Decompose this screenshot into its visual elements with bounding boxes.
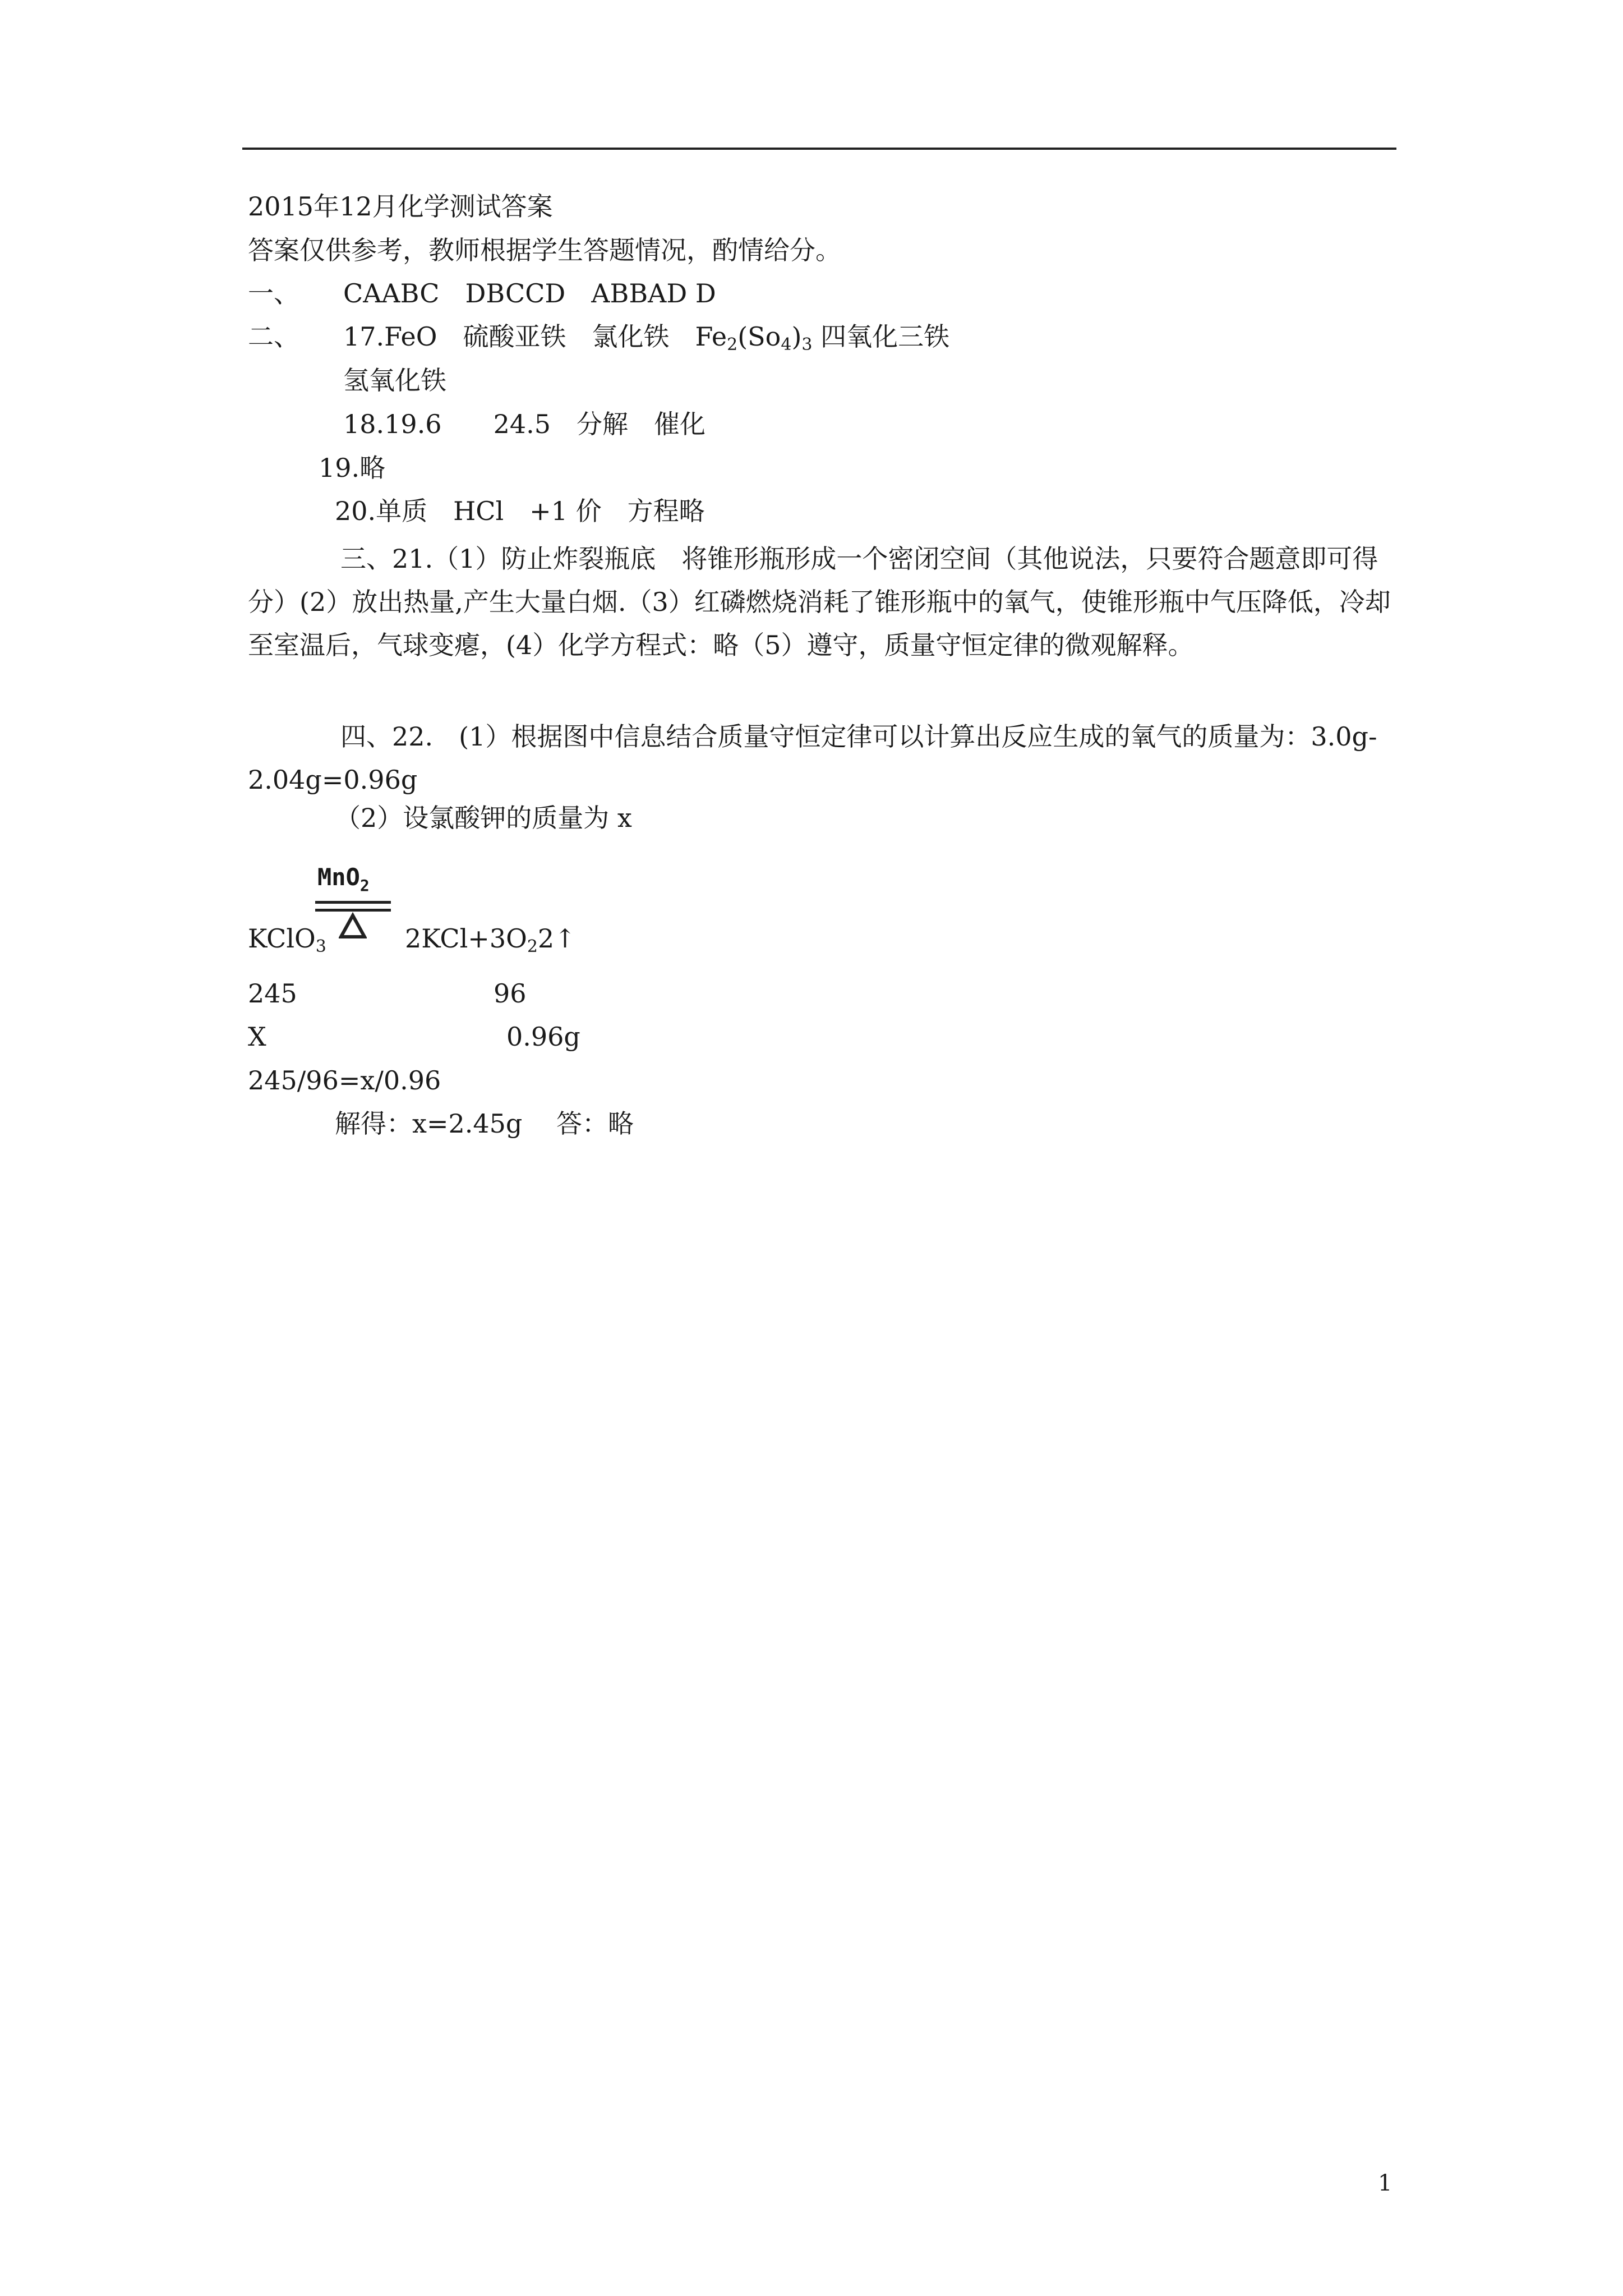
eq-left-main: KClO [248, 923, 316, 954]
catalyst-condition [315, 864, 391, 945]
equation-right [405, 923, 576, 954]
doc-note: 答案仅供参考，教师根据学生答题情况，酌情给分。 [248, 235, 841, 265]
eq-right-post: 2↑ [537, 923, 576, 954]
ratio-row2-b: 0.96g [506, 1022, 580, 1052]
heat-triangle-icon [339, 912, 367, 940]
catalyst-sub: 2 [359, 876, 370, 895]
catalyst-main: MnO [317, 863, 360, 891]
section1-label: 一、 [248, 278, 299, 309]
doc-title: 2015年12月化学测试答案 [248, 191, 553, 222]
section1-answers: CAABC DBCCD ABBAD D [343, 278, 716, 309]
q19-answer: 19.略 [319, 453, 386, 483]
section4-paragraph: 四、22. (1）根据图中信息结合质量守恒定律可以计算出反应生成的氧气的质量为：3.0g-2.04g=0.96g [248, 721, 1377, 795]
q17-close: ) [791, 321, 802, 352]
q17-line2: 氢氧化铁 [343, 365, 446, 395]
q17-mid: (So [737, 321, 781, 352]
ratio-row1-b: 96 [494, 978, 527, 1009]
ratio-row2-a: X [248, 1022, 266, 1052]
q20-answer: 20.单质 HCl +1 价 方程略 [335, 496, 705, 526]
q17-post: 四氧化三铁 [812, 321, 950, 352]
q18-answer: 18.19.6 24.5 分解 催化 [343, 409, 706, 439]
section3-paragraph: 三、21.（1）防止炸裂瓶底 将锥形瓶形成一个密闭空间（其他说法，只要符合题意即可得分）(2）放出热量,产生大量白烟.（3）红磷燃烧消耗了锥形瓶中的氧气，使锥形瓶中气压降低，冷却至室温后，气球变瘪，(4）化学方程式：略（5）遵守，质量守恒定律的微观解释。 [248, 544, 1391, 660]
equals-bar-bottom [315, 909, 391, 912]
q17-sub3: 3 [801, 335, 813, 355]
q17-pre: 17.FeO 硫酸亚铁 氯化铁 Fe [343, 321, 727, 352]
q17-sub2: 4 [781, 335, 792, 355]
q22-let: （2）设氯酸钾的质量为 x [335, 803, 632, 833]
equals-bar-top [315, 901, 391, 904]
ratio-equation: 245/96=x/0.96 [248, 1065, 441, 1096]
q17-sub1: 2 [727, 335, 738, 355]
section2-label: 二、 [248, 321, 299, 352]
equation-left [248, 923, 326, 954]
solution-line: 解得：x=2.45g 答：略 [335, 1108, 634, 1139]
header-rule [242, 148, 1396, 150]
catalyst-formula [317, 863, 370, 895]
eq-left-sub: 3 [315, 937, 326, 956]
page-number: 1 [1378, 2170, 1393, 2196]
eq-right-sub: 2 [527, 937, 538, 956]
ratio-row1-a: 245 [248, 978, 297, 1009]
q17-answer [343, 321, 950, 355]
eq-right-pre: 2KCl+3O [405, 923, 527, 954]
